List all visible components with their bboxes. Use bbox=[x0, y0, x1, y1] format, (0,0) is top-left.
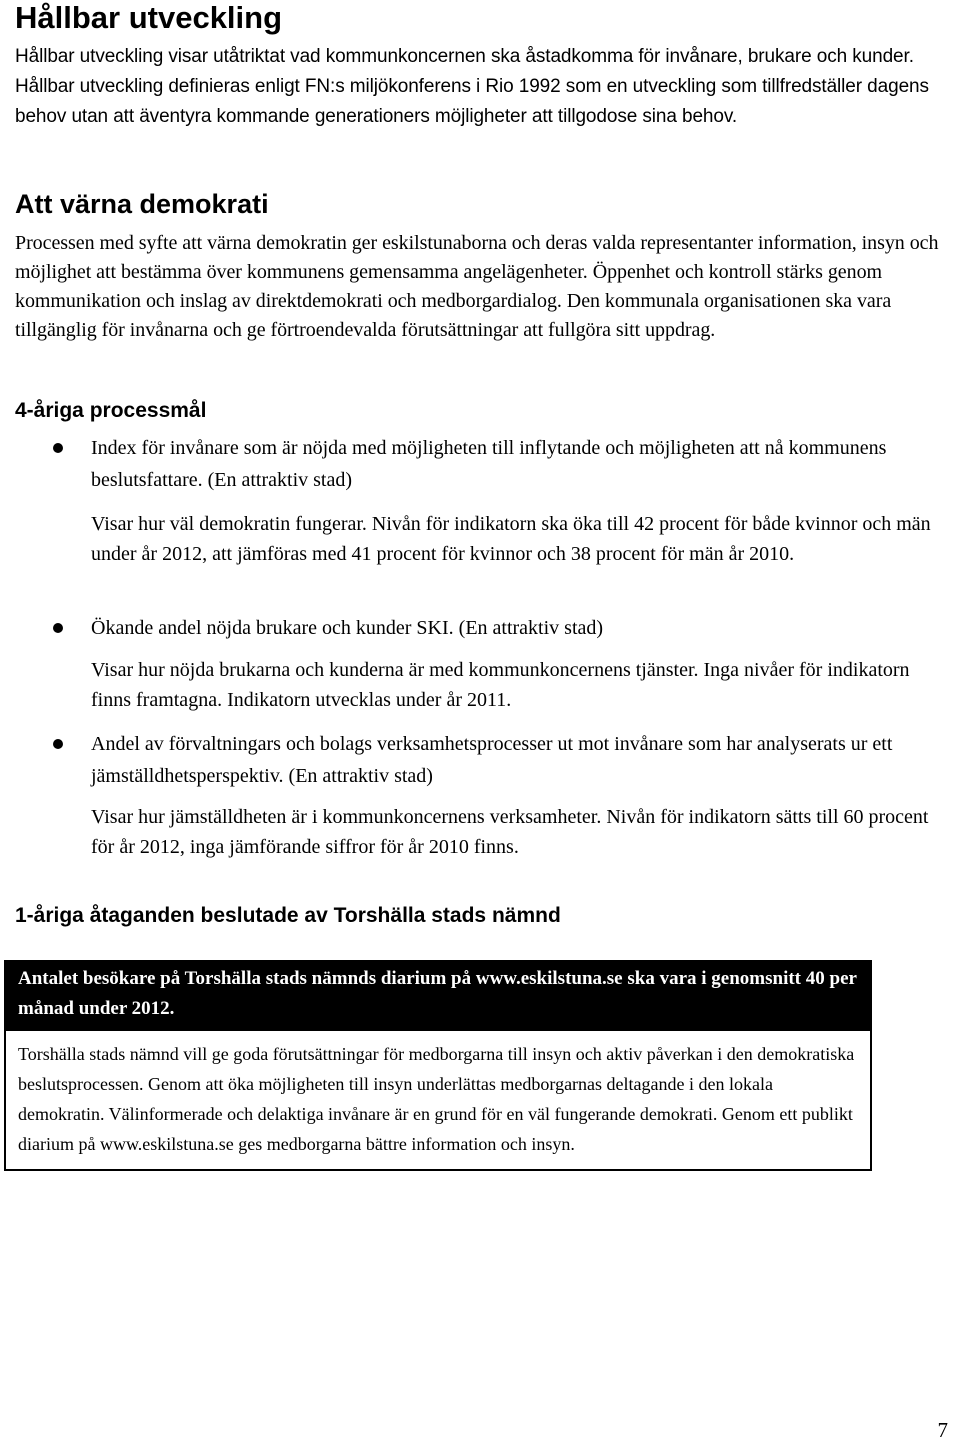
goals-title: 4-åriga processmål bbox=[15, 399, 207, 422]
goal-description: Visar hur nöjda brukarna och kunderna är med kommunkoncernens tjänster. Inga nivåer för indikatorn finns framtagna. Indikatorn utvecklas under år 2011. bbox=[91, 659, 910, 711]
bullet-icon bbox=[53, 739, 63, 749]
goal-text: Ökande andel nöjda brukare och kunder SKI. (En attraktiv stad) bbox=[91, 617, 604, 639]
demokrati-paragraph: Processen med syfte att värna demokratin ger eskilstunaborna och deras valda representanter information, insyn och möjlighet att bestämma över kommunens gemensamma angelägenheter. Öppenhet och kontroll stärks genom kommunikation och inslag av direktdemokrati och medborgardialog. Den kommunala organisationen ska vara tillgänglig för invånarna och ge förtroendevalda förutsättningar att fullgöra sitt uppdrag. bbox=[15, 232, 939, 341]
page-number: 7 bbox=[937, 1418, 948, 1442]
bullet-icon bbox=[53, 443, 63, 453]
bullet-icon bbox=[53, 623, 63, 633]
commitment-body: Torshälla stads nämnd vill ge goda förutsättningar för medborgarna till insyn och aktiv påverkan i den demokratiska beslutsprocessen. Genom att öka möjligheten till insyn underlättas medborgarnas deltagande i den lokala demokratin. Välinformerade och delaktiga invånare är en grund för en väl fungerande demokrati. Genom ett publikt diarium på www.eskilstuna.se ges medborgarna bättre information och insyn. bbox=[6, 1031, 870, 1169]
goal-description: Visar hur jämställdheten är i kommunkoncernens verksamheter. Nivån för indikatorn sätts till 60 procent för år 2012, inga jämförande siffror för år 2010 finns. bbox=[91, 806, 929, 858]
section-title-hallbar-utveckling: Hållbar utveckling bbox=[15, 0, 283, 35]
section-title-demokrati: Att värna demokrati bbox=[15, 189, 269, 219]
goal-text: Index för invånare som är nöjda med möjligheten till inflytande och möjligheten att nå kommunens beslutsfattare. (En attraktiv stad) bbox=[91, 437, 887, 491]
commitment-headline: Antalet besökare på Torshälla stads nämnds diarium på www.eskilstuna.se ska vara i genomsnitt 40 per månad under 2012. bbox=[6, 962, 870, 1031]
goal-description: Visar hur väl demokratin fungerar. Nivån för indikatorn ska öka till 42 procent för både kvinnor och män under år 2012, att jämföras med 41 procent för kvinnor och 38 procent för män år 2010. bbox=[91, 513, 931, 565]
commitment-box bbox=[4, 960, 872, 1171]
commitments-title: 1-åriga åtaganden beslutade av Torshälla stads nämnd bbox=[15, 904, 561, 927]
goal-text: Andel av förvaltningars och bolags verksamhetsprocesser ut mot invånare som har analyserats ur ett jämställdhetsperspektiv. (En attraktiv stad) bbox=[91, 733, 893, 787]
intro-paragraph: Hållbar utveckling visar utåtriktat vad kommunkoncernen ska åstadkomma för invånare, brukare och kunder. Hållbar utveckling definieras enligt FN:s miljökonferens i Rio 1992 som en utveckling som tillfredställer dagens behov utan att äventyra kommande generationers möjligheter att tillgodose sina behov. bbox=[15, 46, 929, 127]
